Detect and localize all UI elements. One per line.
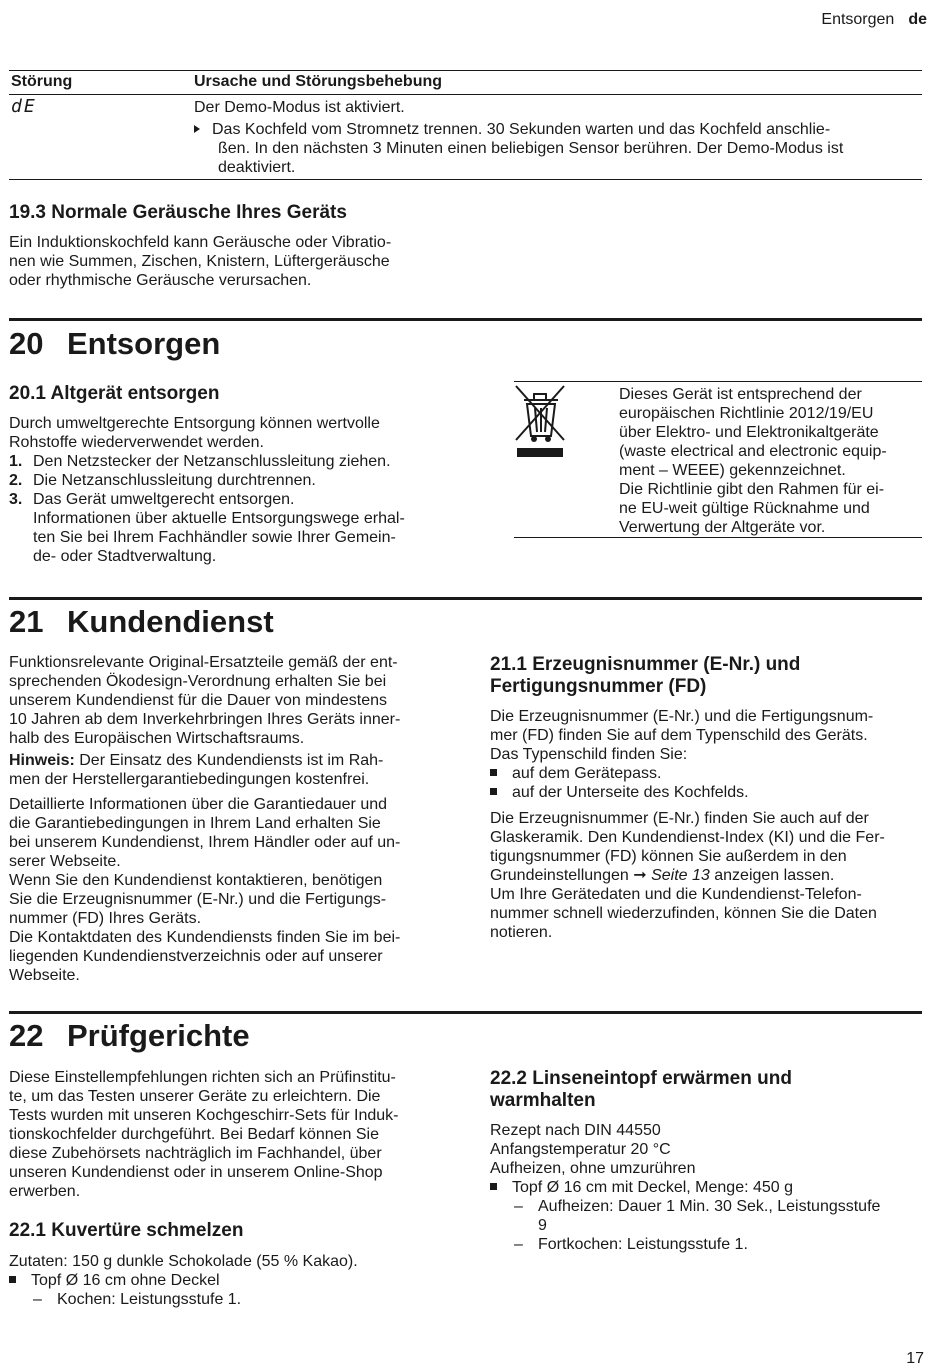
table-header-col2: Ursache und Störungsbehebung: [194, 73, 443, 90]
list-item: – Fortkochen: Leistungsstufe 1.: [514, 1236, 748, 1253]
heading-21-1: 21.1 Erzeugnisnummer (E-Nr.) und Fertigungsnummer (FD): [490, 654, 801, 697]
table-header-col1: Störung: [11, 73, 73, 90]
triangle-bullet-icon: [194, 125, 200, 133]
page-reference: Grundeinstellungen ➞ Seite 13 anzeigen lassen.: [490, 867, 835, 884]
chapter-rule-20: [9, 318, 922, 321]
page-number: 17: [906, 1350, 924, 1367]
chapter-title-20: 20 Entsorgen: [9, 326, 221, 361]
header-lang: de: [908, 11, 927, 28]
running-header: [821, 11, 927, 29]
page-link[interactable]: Seite 13: [651, 867, 710, 884]
header-section: Entsorgen: [821, 11, 895, 28]
paragraph-21-1: Die Erzeugnisnummer (E-Nr.) und die Fertigungsnum- mer (FD) finden Sie auf dem Typenschild des Geräts. Das Typenschild finden Sie: auf dem Gerätepass. auf der Unterseite des Kochfelds. Die Erzeugnisnummer (E-Nr.) finden Sie auch auf der Glaskeramik. Den Kundendienst-Index (KI) und die Fer- tigungsnummer (FD) können Sie außerdem in den Grundeinstellungen ➞ Seite 13 anzeigen lassen. Um Ihre Gerätedaten und die Kundendienst-Telefon- nummer schnell wiederzufinden, können Sie die Daten notieren.: [490, 707, 920, 942]
weee-bottom-rule: [514, 537, 922, 538]
list-item: 1. Den Netzstecker der Netzanschlussleitung ziehen.: [9, 453, 391, 470]
paragraph-20-1: Durch umweltgerechte Entsorgung können wertvolle Rohstoffe wiederverwendet werden. 1. Den Netzstecker der Netzanschlussleitung ziehen. 2. Die Netzanschlussleitung durchtrennen. 3. Das Gerät umweltgerecht entsorgen. Informationen über aktuelle Entsorgungswege erhal- ten Sie bei Ihrem Fachhändler sowie Ihrer Gemein- de- oder Stadtverwaltung.: [9, 414, 449, 566]
chapter-title-22: 22 Prüfgerichte: [9, 1018, 250, 1053]
note: Hinweis: Der Einsatz des Kundendiensts ist im Rah-: [9, 752, 384, 769]
chapter-title-21: 21 Kundendienst: [9, 604, 274, 639]
list-item: Topf Ø 16 cm ohne Deckel: [9, 1271, 449, 1290]
list-item: auf der Unterseite des Kochfelds.: [490, 783, 920, 802]
weee-text: Dieses Gerät ist entsprechend der europäischen Richtlinie 2012/19/EU über Elektro- und Elektronikaltgeräte (waste electrical and electronic equip- ment – WEEE) gekennzeichnet. Die Richtlinie gibt den Rahmen für ei- ne EU-weit gültige Rücknahme und Verwertung der Altgeräte vor.: [619, 386, 887, 536]
square-bullet-icon: [490, 769, 497, 776]
list-item: auf dem Gerätepass.: [490, 764, 920, 783]
chapter-rule-21: [9, 597, 922, 600]
list-item: 3. Das Gerät umweltgerecht entsorgen.: [9, 491, 295, 508]
list-item: – Aufheizen: Dauer 1 Min. 30 Sek., Leistungsstufe: [514, 1198, 881, 1215]
paragraph-22-1: Zutaten: 150 g dunkle Schokolade (55 % Kakao). Topf Ø 16 cm ohne Deckel – Kochen: Leistungsstufe 1.: [9, 1252, 449, 1309]
fault-cause: Der Demo-Modus ist aktiviert.: [194, 99, 405, 116]
heading-19-3: 19.3 Normale Geräusche Ihres Geräts: [9, 202, 347, 223]
paragraph-22-2: Rezept nach DIN 44550 Anfangstemperatur 20 °C Aufheizen, ohne umzurühren Topf Ø 16 cm mit Deckel, Menge: 450 g – Aufheizen: Dauer 1 Min. 30 Sek., Leistungsstufe 9 – Fortkochen: Leistungsstufe 1.: [490, 1121, 920, 1254]
square-bullet-icon: [490, 1183, 497, 1190]
square-bullet-icon: [490, 788, 497, 795]
table-bottom-rule: [9, 179, 922, 180]
weee-top-rule: [514, 381, 922, 382]
square-bullet-icon: [9, 1276, 16, 1283]
fault-action: Das Kochfeld vom Stromnetz trennen. 30 Sekunden warten und das Kochfeld anschlie- ßen. In den nächsten 3 Minuten einen beliebigen Sensor berühren. Der Demo-Modus ist deaktiviert.: [194, 120, 914, 177]
heading-20-1: 20.1 Altgerät entsorgen: [9, 383, 220, 404]
chapter-rule-22: [9, 1011, 922, 1014]
heading-22-1: 22.1 Kuvertüre schmelzen: [9, 1220, 244, 1241]
arrow-right-icon: ➞: [633, 867, 647, 884]
paragraph-19-3: Ein Induktionskochfeld kann Geräusche oder Vibratio- nen wie Summen, Zischen, Knistern, Lüftergeräusche oder rhythmische Geräusche verursachen.: [9, 234, 392, 289]
weee-bin-icon: [514, 384, 566, 465]
table-header-rule: [9, 94, 922, 95]
heading-22-2: 22.2 Linseneintopf erwärmen und warmhalten: [490, 1068, 792, 1111]
list-item: 2. Die Netzanschlussleitung durchtrennen.: [9, 472, 316, 489]
paragraph-22: Diese Einstellempfehlungen richten sich an Prüfinstitu- te, um das Testen unserer Geräte zu erleichtern. Die Tests wurden mit unseren Kochgeschirr-Sets für Induk- tionskochfelder durchgeführt. Bei Bedarf können Sie diese Zubehörsets nachträglich im Fachhandel, über unseren Kundendienst oder in unserem Online-Shop erwerben.: [9, 1069, 399, 1200]
list-item: – Kochen: Leistungsstufe 1.: [33, 1291, 242, 1308]
fault-code: dE: [11, 96, 37, 117]
list-item: Topf Ø 16 cm mit Deckel, Menge: 450 g: [490, 1178, 920, 1197]
table-top-rule: [9, 70, 922, 71]
paragraph-21-left: Funktionsrelevante Original-Ersatzteile gemäß der ent- sprechenden Ökodesign-Verordnung erhalten Sie bei unserem Kundendienst für die Dauer von mindestens 10 Jahren ab dem Inverkehrbringen Ihres Geräts inner- halb des Europäischen Wirtschaftsraums. Hinweis: Der Einsatz des Kundendiensts ist im Rah- men der Herstellergarantiebedingungen kostenfrei. Detaillierte Informationen über die Garantiedauer und die Garantiebedingungen in Ihrem Land erhalten Sie bei unserem Kundendienst, Ihrem Händler oder auf un- serer Webseite. Wenn Sie den Kundendienst kontaktieren, benötigen Sie die Erzeugnisnummer (E-Nr.) und die Fertigungs- nummer (FD) Ihres Geräts. Die Kontaktdaten des Kundendiensts finden Sie im bei- liegenden Kundendienstverzeichnis oder auf unserer Webseite.: [9, 653, 449, 985]
